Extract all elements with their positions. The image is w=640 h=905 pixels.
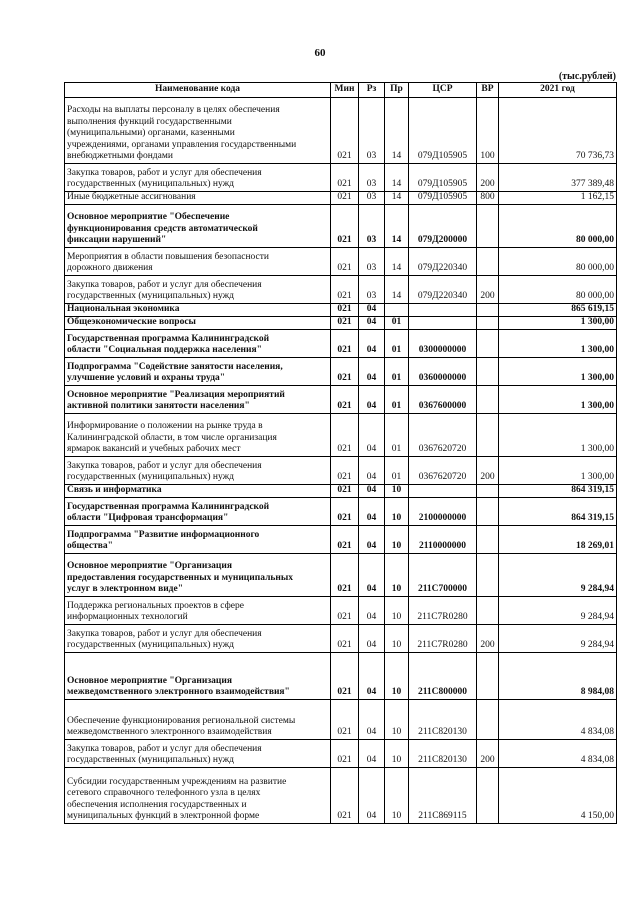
- table-row: [65, 386, 617, 414]
- cell-min: 021: [331, 164, 359, 192]
- cell-name: Основное мероприятие "Обеспечение функционирования средств автоматической фиксации нарушений": [65, 205, 331, 248]
- col-header-csr: ЦСР: [409, 83, 477, 98]
- table-row: [65, 192, 617, 205]
- page-number: 60: [314, 47, 326, 59]
- cell-name: Иные бюджетные ассигнования: [65, 192, 331, 205]
- cell-pr: 10: [385, 740, 409, 768]
- table-row: [65, 498, 617, 526]
- cell-name: Информирование о положении на рынке труда в Калининградской области, в том числе организация ярмарок вакансий и учебных рабочих мест: [65, 414, 331, 457]
- cell-min: 021: [331, 98, 359, 164]
- cell-csr: [409, 485, 477, 498]
- cell-vr: [477, 700, 499, 740]
- cell-rz: 04: [359, 700, 385, 740]
- cell-name: Общеэкономические вопросы: [65, 317, 331, 330]
- cell-amount: 377 389,48: [499, 164, 617, 192]
- cell-min: 021: [331, 330, 359, 358]
- table-row: [65, 768, 617, 824]
- cell-pr: 10: [385, 485, 409, 498]
- cell-pr: 14: [385, 248, 409, 276]
- table-row: [65, 358, 617, 386]
- cell-vr: [477, 317, 499, 330]
- cell-vr: [477, 386, 499, 414]
- cell-vr: [477, 330, 499, 358]
- cell-amount: 80 000,00: [499, 205, 617, 248]
- cell-pr: 14: [385, 192, 409, 205]
- cell-name: Государственная программа Калининградской области "Социальная поддержка населения": [65, 330, 331, 358]
- cell-vr: [477, 304, 499, 317]
- cell-csr: 0367620720: [409, 414, 477, 457]
- cell-vr: [477, 485, 499, 498]
- budget-table: [64, 82, 617, 824]
- cell-min: 021: [331, 526, 359, 554]
- table-row: [65, 304, 617, 317]
- cell-vr: 200: [477, 625, 499, 653]
- cell-amount: 1 300,00: [499, 330, 617, 358]
- cell-rz: 04: [359, 625, 385, 653]
- cell-amount: 865 619,15: [499, 304, 617, 317]
- cell-csr: 211С800000: [409, 653, 477, 700]
- cell-rz: 04: [359, 358, 385, 386]
- cell-csr: 079Д220340: [409, 248, 477, 276]
- cell-csr: 211С700000: [409, 554, 477, 597]
- cell-min: 021: [331, 317, 359, 330]
- cell-amount: 4 834,08: [499, 740, 617, 768]
- cell-min: 021: [331, 740, 359, 768]
- cell-amount: 9 284,94: [499, 597, 617, 625]
- cell-pr: 01: [385, 358, 409, 386]
- cell-name: Обеспечение функционирования региональной системы межведомственного электронного взаимодействия: [65, 700, 331, 740]
- cell-csr: 211С820130: [409, 700, 477, 740]
- cell-csr: 0367600000: [409, 386, 477, 414]
- cell-name: Закупка товаров, работ и услуг для обеспечения государственных (муниципальных) нужд: [65, 164, 331, 192]
- table-header-row: [65, 83, 617, 98]
- col-header-year: 2021 год: [499, 83, 617, 98]
- cell-name: Закупка товаров, работ и услуг для обеспечения государственных (муниципальных) нужд: [65, 457, 331, 485]
- cell-name: Национальная экономика: [65, 304, 331, 317]
- cell-pr: 10: [385, 653, 409, 700]
- table-row: [65, 317, 617, 330]
- cell-name: Расходы на выплаты персоналу в целях обеспечения выполнения функций государственными (муниципальными) органами, казенными учреждениями, органами управления государственными внебюджетными фондами: [65, 98, 331, 164]
- cell-vr: 200: [477, 164, 499, 192]
- cell-csr: 079Д105905: [409, 192, 477, 205]
- cell-pr: 14: [385, 276, 409, 304]
- table-row: [65, 330, 617, 358]
- cell-min: 021: [331, 485, 359, 498]
- cell-rz: 04: [359, 554, 385, 597]
- cell-rz: 04: [359, 386, 385, 414]
- cell-name: Подпрограмма "Содействие занятости населения, улучшение условий и охраны труда": [65, 358, 331, 386]
- cell-csr: 079Д105905: [409, 98, 477, 164]
- cell-amount: 864 319,15: [499, 485, 617, 498]
- cell-pr: 10: [385, 700, 409, 740]
- cell-name: Подпрограмма "Развитие информационного общества": [65, 526, 331, 554]
- cell-rz: 03: [359, 248, 385, 276]
- cell-min: 021: [331, 276, 359, 304]
- cell-min: 021: [331, 457, 359, 485]
- cell-csr: [409, 304, 477, 317]
- cell-name: Мероприятия в области повышения безопасности дорожного движения: [65, 248, 331, 276]
- cell-csr: 079Д200000: [409, 205, 477, 248]
- table-body: [65, 98, 617, 824]
- cell-min: 021: [331, 498, 359, 526]
- cell-csr: 0360000000: [409, 358, 477, 386]
- cell-rz: 04: [359, 653, 385, 700]
- cell-csr: 0367620720: [409, 457, 477, 485]
- cell-name: Субсидии государственным учреждениям на развитие сетевого справочного телефонного узла в целях обеспечения исполнения государственных и муниципальных функций в электронной форме: [65, 768, 331, 824]
- cell-min: 021: [331, 358, 359, 386]
- cell-vr: [477, 358, 499, 386]
- cell-vr: [477, 205, 499, 248]
- cell-pr: 01: [385, 317, 409, 330]
- cell-pr: 01: [385, 386, 409, 414]
- cell-amount: 1 300,00: [499, 414, 617, 457]
- cell-min: 021: [331, 625, 359, 653]
- cell-amount: 4 834,08: [499, 700, 617, 740]
- cell-amount: 864 319,15: [499, 498, 617, 526]
- cell-rz: 04: [359, 485, 385, 498]
- cell-pr: 01: [385, 457, 409, 485]
- cell-amount: 8 984,08: [499, 653, 617, 700]
- table-row: [65, 276, 617, 304]
- cell-amount: 18 269,01: [499, 526, 617, 554]
- cell-pr: 10: [385, 597, 409, 625]
- cell-rz: 04: [359, 317, 385, 330]
- cell-rz: 04: [359, 414, 385, 457]
- cell-pr: 01: [385, 330, 409, 358]
- cell-pr: 10: [385, 554, 409, 597]
- cell-pr: [385, 304, 409, 317]
- cell-amount: 80 000,00: [499, 276, 617, 304]
- table-row: [65, 625, 617, 653]
- cell-csr: 0300000000: [409, 330, 477, 358]
- cell-vr: 200: [477, 457, 499, 485]
- cell-pr: 14: [385, 98, 409, 164]
- col-header-name: Наименование кода: [65, 83, 331, 98]
- cell-vr: 100: [477, 98, 499, 164]
- cell-rz: 03: [359, 205, 385, 248]
- cell-rz: 04: [359, 330, 385, 358]
- table-row: [65, 485, 617, 498]
- cell-vr: [477, 498, 499, 526]
- cell-vr: [477, 653, 499, 700]
- col-header-pr: Пр: [385, 83, 409, 98]
- cell-min: 021: [331, 597, 359, 625]
- cell-name: Поддержка региональных проектов в сфере информационных технологий: [65, 597, 331, 625]
- cell-amount: 1 300,00: [499, 457, 617, 485]
- cell-name: Основное мероприятие "Организация межведомственного электронного взаимодействия": [65, 653, 331, 700]
- cell-name: Закупка товаров, работ и услуг для обеспечения государственных (муниципальных) нужд: [65, 625, 331, 653]
- cell-pr: 10: [385, 498, 409, 526]
- cell-vr: [477, 768, 499, 824]
- cell-min: 021: [331, 205, 359, 248]
- cell-rz: 04: [359, 457, 385, 485]
- col-header-vr: ВР: [477, 83, 499, 98]
- cell-csr: 211С7R0280: [409, 597, 477, 625]
- cell-pr: 10: [385, 526, 409, 554]
- cell-csr: 211С7R0280: [409, 625, 477, 653]
- table-row: [65, 700, 617, 740]
- cell-rz: 04: [359, 498, 385, 526]
- cell-pr: 14: [385, 205, 409, 248]
- cell-vr: [477, 597, 499, 625]
- cell-csr: 211С820130: [409, 740, 477, 768]
- cell-amount: 80 000,00: [499, 248, 617, 276]
- cell-csr: 2110000000: [409, 526, 477, 554]
- cell-min: 021: [331, 304, 359, 317]
- units-label: (тыс.рублей): [558, 71, 616, 82]
- cell-vr: [477, 554, 499, 597]
- cell-csr: 211С869115: [409, 768, 477, 824]
- cell-name: Основное мероприятие "Реализация мероприятий активной политики занятости населения": [65, 386, 331, 414]
- table-row: [65, 414, 617, 457]
- cell-pr: 01: [385, 414, 409, 457]
- cell-amount: 4 150,00: [499, 768, 617, 824]
- cell-csr: [409, 317, 477, 330]
- cell-csr: 079Д220340: [409, 276, 477, 304]
- table-row: [65, 526, 617, 554]
- cell-pr: 10: [385, 625, 409, 653]
- cell-name: Закупка товаров, работ и услуг для обеспечения государственных (муниципальных) нужд: [65, 276, 331, 304]
- cell-min: 021: [331, 554, 359, 597]
- table-row: [65, 205, 617, 248]
- cell-name: Государственная программа Калининградской области "Цифровая трансформация": [65, 498, 331, 526]
- cell-min: 021: [331, 248, 359, 276]
- cell-pr: 14: [385, 164, 409, 192]
- cell-amount: 1 300,00: [499, 386, 617, 414]
- cell-min: 021: [331, 414, 359, 457]
- cell-amount: 9 284,94: [499, 625, 617, 653]
- table-row: [65, 740, 617, 768]
- cell-min: 021: [331, 700, 359, 740]
- cell-vr: 200: [477, 740, 499, 768]
- cell-vr: 200: [477, 276, 499, 304]
- table-row: [65, 597, 617, 625]
- cell-min: 021: [331, 768, 359, 824]
- cell-csr: 2100000000: [409, 498, 477, 526]
- cell-pr: 10: [385, 768, 409, 824]
- cell-amount: 9 284,94: [499, 554, 617, 597]
- cell-amount: 70 736,73: [499, 98, 617, 164]
- table-row: [65, 457, 617, 485]
- cell-amount: 1 162,15: [499, 192, 617, 205]
- cell-vr: [477, 414, 499, 457]
- col-header-rz: Рз: [359, 83, 385, 98]
- cell-min: 021: [331, 386, 359, 414]
- cell-rz: 04: [359, 597, 385, 625]
- table-row: [65, 248, 617, 276]
- cell-rz: 03: [359, 164, 385, 192]
- cell-name: Связь и информатика: [65, 485, 331, 498]
- table-row: [65, 98, 617, 164]
- cell-rz: 03: [359, 276, 385, 304]
- cell-vr: [477, 248, 499, 276]
- cell-vr: 800: [477, 192, 499, 205]
- cell-name: Основное мероприятие "Организация предоставления государственных и муниципальных услуг в электронном виде": [65, 554, 331, 597]
- table-row: [65, 653, 617, 700]
- col-header-min: Мин: [331, 83, 359, 98]
- cell-rz: 04: [359, 768, 385, 824]
- cell-rz: 03: [359, 98, 385, 164]
- cell-amount: 1 300,00: [499, 317, 617, 330]
- cell-min: 021: [331, 653, 359, 700]
- cell-rz: 03: [359, 192, 385, 205]
- cell-rz: 04: [359, 740, 385, 768]
- cell-csr: 079Д105905: [409, 164, 477, 192]
- cell-rz: 04: [359, 526, 385, 554]
- table-row: [65, 164, 617, 192]
- cell-vr: [477, 526, 499, 554]
- cell-name: Закупка товаров, работ и услуг для обеспечения государственных (муниципальных) нужд: [65, 740, 331, 768]
- table-row: [65, 554, 617, 597]
- cell-amount: 1 300,00: [499, 358, 617, 386]
- cell-rz: 04: [359, 304, 385, 317]
- cell-min: 021: [331, 192, 359, 205]
